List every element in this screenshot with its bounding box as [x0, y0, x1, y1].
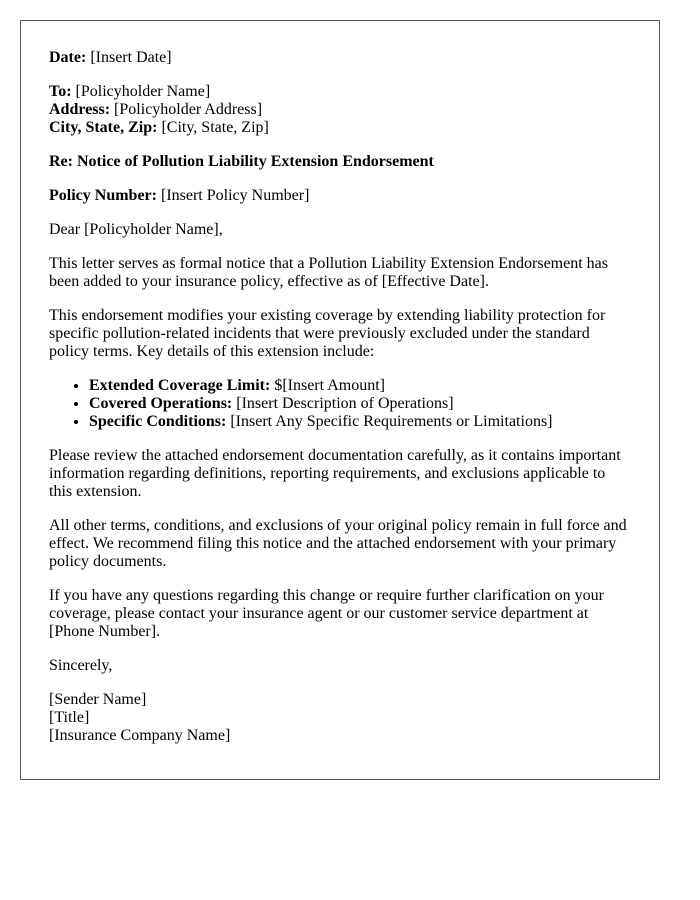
salutation: Dear [Policyholder Name],: [49, 221, 223, 238]
list-item-label: Covered Operations:: [89, 395, 233, 412]
sender-name: [Sender Name]: [49, 691, 147, 708]
closing: Sincerely,: [49, 657, 113, 674]
subject-text: Re: Notice of Pollution Liability Extension Endorsement: [49, 153, 434, 170]
policy-number-label: Policy Number:: [49, 187, 157, 204]
policy-number-line: [49, 187, 631, 205]
city-label: City, State, Zip:: [49, 119, 158, 136]
date-line: [49, 49, 631, 67]
signature-block: [49, 691, 631, 745]
list-item-label: Extended Coverage Limit:: [89, 377, 271, 394]
list-item-coverage-limit: [89, 377, 631, 395]
extension-details-list: [49, 377, 631, 431]
policy-number-value: [Insert Policy Number]: [156, 187, 310, 204]
list-item-specific-conditions: [89, 413, 631, 431]
body-paragraph-2: This endorsement modifies your existing coverage by extending liability protection for specific pollution-related incidents that were previously excluded under the standard policy terms. Key details of this extension include:: [49, 307, 606, 360]
date-value: [Insert Date]: [86, 49, 172, 66]
to-value: [Policyholder Name]: [71, 83, 211, 100]
list-item-value: [Insert Any Specific Requirements or Limitations]: [226, 413, 553, 430]
sender-title: [Title]: [49, 709, 90, 726]
body-paragraph-5: If you have any questions regarding this change or require further clarification on your coverage, please contact your insurance agent or our customer service department at [Phone Number].: [49, 587, 604, 640]
date-label: Date:: [49, 49, 87, 66]
to-line: [49, 83, 631, 101]
address-label: Address:: [49, 101, 111, 118]
list-item-label: Specific Conditions:: [89, 413, 227, 430]
address-line: [49, 101, 631, 119]
recipient-block: [49, 83, 631, 137]
address-value: [Policyholder Address]: [110, 101, 263, 118]
list-item-covered-operations: [89, 395, 631, 413]
company-name: [Insurance Company Name]: [49, 727, 231, 744]
letter-document: [20, 20, 660, 780]
list-item-value: $[Insert Amount]: [270, 377, 385, 394]
city-value: [City, State, Zip]: [157, 119, 269, 136]
subject-line: [49, 153, 631, 171]
body-paragraph-4: All other terms, conditions, and exclusions of your original policy remain in full force and effect. We recommend filing this notice and the attached endorsement with your primary policy documents.: [49, 517, 627, 570]
body-paragraph-1: This letter serves as formal notice that a Pollution Liability Extension Endorsement has been added to your insurance policy, effective as of [Effective Date].: [49, 255, 608, 290]
body-paragraph-3: Please review the attached endorsement documentation carefully, as it contains important information regarding definitions, reporting requirements, and exclusions applicable to this extension.: [49, 447, 621, 500]
city-line: [49, 119, 631, 137]
list-item-value: [Insert Description of Operations]: [232, 395, 454, 412]
to-label: To:: [49, 83, 72, 100]
